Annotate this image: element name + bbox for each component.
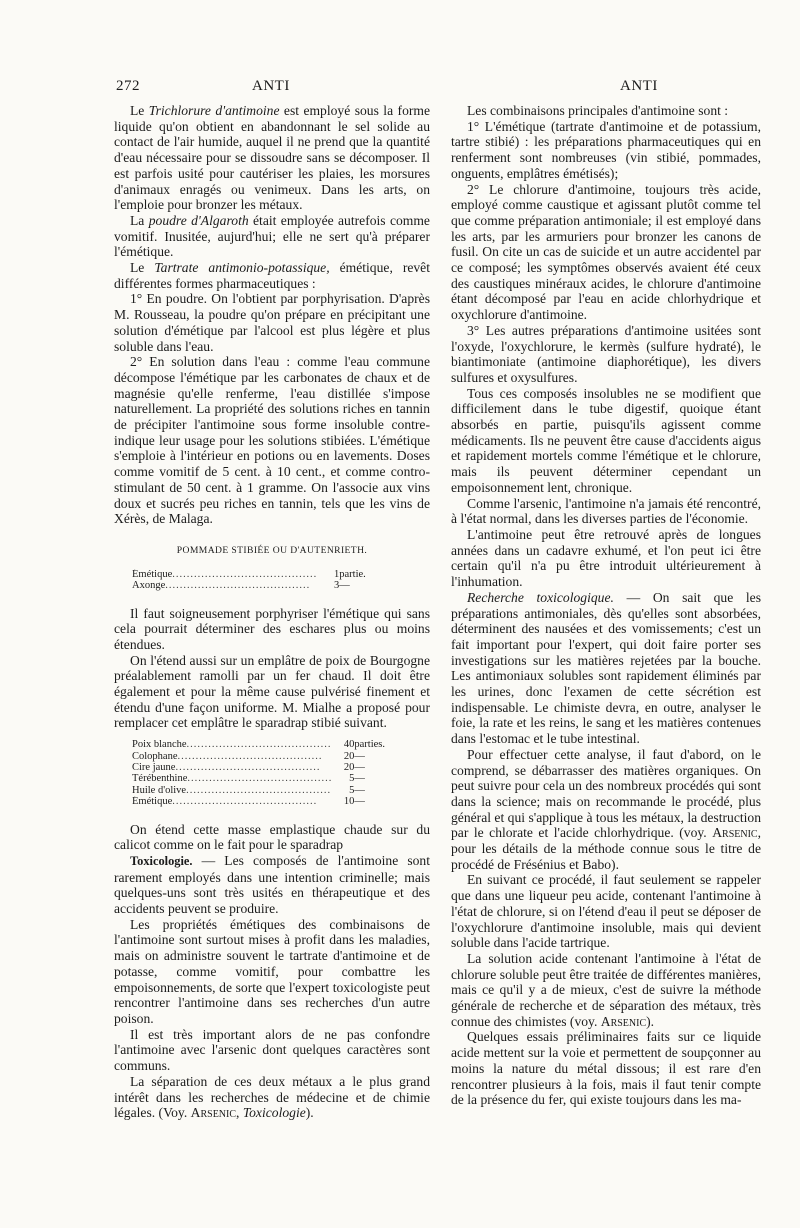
- recipe-row: [132, 773, 385, 784]
- ingredient-cell: [132, 580, 317, 591]
- recipe-table-pommade: [132, 569, 366, 592]
- ingredient-quantity: 5: [349, 773, 355, 785]
- paragraph-masse-emplastique: On étend cette masse emplastique chaude sur du calicot comme on le fait pour le sparadrap: [114, 821, 430, 853]
- ingredient-unit: —: [354, 773, 365, 785]
- ingredient-unit: parties.: [354, 739, 386, 751]
- text: La séparation de ces deux métaux a le plus grand intérêt dans les recherches de médecine et de chimie légales. (Voy.: [114, 1073, 430, 1121]
- paragraph-combinaisons: Les combinaisons principales d'antimoine sont :: [467, 103, 729, 118]
- recipe-row: [132, 751, 385, 762]
- recipe-row: [132, 785, 385, 796]
- ingredient-name: Émétique: [132, 568, 173, 580]
- ingredient-cell: [132, 569, 317, 580]
- ingredient-quantity: 20: [343, 750, 355, 762]
- leader-dots: ........................................: [165, 580, 311, 592]
- ingredient-cell: [132, 762, 332, 773]
- paragraph-trichlorure: [114, 103, 430, 213]
- cross-ref-arsenic: Arsenic: [600, 1013, 647, 1029]
- text: Pour effectuer cette analyse, il faut d'abord, on le comprend, se débarrasser des matières organiques. On peut suivre pour cela un des nombreux procédés qui sont dans la science; mais on recommande le procédé, plus général et qui s'applique à tous les métaux, la destruction par le chlorate et l'acide chlorhydrique. (voy.: [451, 746, 761, 841]
- text: La solution acide contenant l'antimoine à l'état de chlorure soluble peut être traitée de différentes manières, mais ce qu'il y a de mieux, c'est de suivre la méthode générale de recherche et de séparation des métaux, très connue des chimistes (voy.: [451, 950, 761, 1029]
- section-heading-toxicologie: Toxicologie.: [130, 853, 193, 868]
- ingredient-quantity: 1: [334, 568, 340, 580]
- ingredient-name: Colophane: [132, 750, 178, 762]
- page-number: 272: [116, 78, 140, 94]
- leader-dots: ........................................: [175, 761, 321, 773]
- ingredient-unit: —: [354, 796, 365, 808]
- recipe-table-sparadrap: [132, 739, 385, 807]
- cross-ref-toxicologie: Toxicologie: [242, 1105, 306, 1121]
- right-running-head: ANTI: [620, 78, 658, 94]
- ingredient-name: Cire jaune: [132, 761, 176, 773]
- leader-dots: ........................................: [186, 739, 332, 751]
- paragraph-retrouve: L'antimoine peut être retrouvé après de longues années dans un cadavre exhumé, et l'on peut ici être certain qu'il n'a pu être introduit ultérieurement à l'inhumation.: [451, 526, 761, 590]
- recipe-row: [132, 796, 385, 807]
- text: , pour les détails de la méthode connue sous le titre de procédé de Frésénius et Babo).: [451, 825, 761, 872]
- ingredient-cell: [132, 739, 332, 750]
- paragraph-analyse: [451, 747, 761, 873]
- paragraph-chlorure: 2° Le chlorure d'antimoine, toujours très acide, employé comme caustique et agissant plutôt comme tel que comme préparation antimoniale; il est employé dans les arts, par les armuriers pour bronzer les canons de fusil. On cite un cas de suicide et un autre accidentel par ce composé; les symptômes observés avaient été ceux des caustiques minéraux acides, le chlorure d'antimoine étant décomposé par l'eau en acide chlorhydrique et oxychlorure d'antimoine.: [451, 181, 761, 323]
- ingredient-quantity: 5: [349, 784, 355, 796]
- paragraph-procede: En suivant ce procédé, il faut seulement se rappeler que dans une liqueur peu acide, contenant l'antimoine à l'état de chlorure, si on l'étend d'eau il peut se déposer de l'oxychlorure d'antimoine insoluble, mais qui devient soluble dans l'acide tartrique.: [451, 872, 761, 951]
- cross-ref-arsenic: Arsenic: [712, 825, 758, 841]
- right-column: [451, 103, 761, 1108]
- leader-dots: ........................................: [172, 796, 318, 808]
- paragraph-toxicologie: [114, 853, 430, 917]
- paragraph-proprietes: Les propriétés émétiques des combinaisons de l'antimoine sont surtout mises à profit dans les maladies, mais on administre souvent le tartrate d'antimoine et de potasse, comme vomitif, pour combattre les empoisonnements, de sorte que l'expert toxicologiste peut rencontrer l'antimoine dans ses recherches d'un autre poison.: [114, 916, 430, 1026]
- text: était employée autrefois comme vomitif. Inusitée, aujurd'hui; elle ne sert qu'à préparer l'émétique.: [114, 212, 430, 260]
- leader-dots: ........................................: [186, 784, 332, 796]
- term-algaroth: poudre d'Algaroth: [148, 212, 249, 228]
- text: Le: [130, 260, 155, 276]
- paragraph-solution: 2° En solution dans l'eau : comme l'eau commune décompose l'émétique par les carbonates de chaux et de magnésie qu'elle renferme, l'eau distillée s'impose naturellement. La propriété des solutions riches en tannin de précipiter l'antimoine sous forme insoluble contre-indique leur usage pour les solutions stibiées. L'émétique s'emploie à l'intérieur en potions ou en lavements. Doses comme vomitif de 5 cent. à 10 cent., et comme contro-stimulant de 50 cent. à 1 gramme. On l'associe aux vins doux et sucrés peu riches en tannin, tels que les vins de Xérès, de Malaga.: [114, 354, 430, 527]
- leader-dots: ........................................: [187, 773, 333, 785]
- paragraph-tartrate: [114, 260, 430, 291]
- text: est employé sous la forme liquide qu'on obtient en abandonnant le sel solide au contact de l'air humide, auquel il ne prend que la quantité d'eau nécessaire pour se dissoudre sans se décomposer. Il est parfois usité pour cautériser les plaies, les morsures d'animaux enragés ou venimeux. Dans les arts, on l'emploie pour bronzer les métaux.: [114, 103, 430, 213]
- text: — On sait que les préparations antimoniales, dès qu'elles sont absorbées, déterminent des nausées et des vomissements; c'est un fait important pour l'expert, qui doit faire porter ses investigations sur les matières rejetées par la bouche. Les antimoniaux solubles sont rapidement éliminés par les urines, donc l'examen de cette sécrétion est indispensable. Le chimiste devra, en outre, analyser le foie, la rate et les reins, le sang et les matières contenues dans l'estomac et le tube intestinal.: [451, 589, 762, 747]
- left-running-head: ANTI: [252, 78, 290, 94]
- paragraph-algaroth: [114, 213, 430, 260]
- paragraph-poudre: 1° En poudre. On l'obtient par porphyrisation. D'après M. Rousseau, la poudre qu'on prépare en précipitant une solution d'émétique par l'alcool est plus légère et plus soluble dans l'eau.: [114, 291, 430, 354]
- ingredient-quantity: 3: [334, 580, 340, 592]
- text: La: [130, 212, 149, 228]
- section-heading-recherche: Recherche toxicologique.: [467, 589, 614, 605]
- text: ).: [646, 1013, 655, 1029]
- recipe-row: [132, 739, 385, 750]
- paragraph-emplatre: On l'étend aussi sur un emplâtre de poix de Bourgogne préalablement ramolli par un fer chaud. Il doit être également et pour la même cause pulvérisé finement et étendu d'une façon uniforme. M. Mialhe a proposé pour remplacer cet emplâtre le sparadrap stibié suivant.: [114, 652, 430, 731]
- left-column: [114, 103, 430, 1121]
- ingredient-unit: —: [339, 580, 350, 592]
- ingredient-cell: [132, 796, 332, 807]
- ingredient-cell: [132, 785, 332, 796]
- paragraph-essais: Quelques essais préliminaires faits sur ce liquide acide mettent sur la voie et permettent de soupçonner au moins la nature du métal dissous; il est rare d'en rencontrer plusieurs à la fois, mais il faut tenir compte de la présence du fer, qui existe toujours dans les ma-: [451, 1029, 761, 1108]
- ingredient-unit: —: [354, 750, 365, 762]
- ingredient-name: Émétique: [132, 796, 173, 808]
- ingredient-cell: [132, 751, 332, 762]
- ingredient-name: Huile d'olive: [132, 784, 187, 796]
- ingredient-name: Térébenthine: [132, 773, 188, 785]
- ingredient-unit: partie.: [339, 568, 366, 580]
- ingredient-name: Axonge: [132, 580, 166, 592]
- term-tartrate: Tartrate antimonio-potassique,: [154, 260, 330, 276]
- recipe-title-pommade: POMMADE STIBIÉE OU D'AUTENRIETH.: [176, 544, 368, 556]
- recipe-row: [132, 569, 366, 580]
- paragraph-composes-insolubles: Tous ces composés insolubles ne se modifient que difficilement dans le tube digestif, quoique étant absorbés en partie, puisqu'ils agissent comme médicaments. Ils ne peuvent être cause d'accidents aigus et rapidement mortels comme l'émétique et le chlorure, mais ils peuvent déterminer cependant un empoisonnement lent, chronique.: [451, 385, 761, 495]
- paragraph-emetique: 1° L'émétique (tartrate d'antimoine et de potassium, tartre stibié) : les préparations pharmaceutiques qui en renferment sont nombreuses (vin stibié, pommades, onguents, emplâtres émétisés);: [451, 118, 761, 181]
- recipe-row: [132, 580, 366, 591]
- paragraph-solution-acide: [451, 951, 761, 1030]
- paragraph-recherche: [451, 590, 761, 747]
- recipe-row: [132, 762, 385, 773]
- text: Le: [130, 103, 149, 118]
- ingredient-cell: [132, 773, 332, 784]
- paragraph-comme-arsenic: Comme l'arsenic, l'antimoine n'a jamais été rencontré, à l'état normal, dans les diverses parties de l'économie.: [451, 495, 761, 527]
- paragraph-autres-preparations: 3° Les autres préparations d'antimoine usitées sont l'oxyde, l'oxychlorure, le kermès (sulfure hydraté), le biantimoniate (antimoine diaphorétique), les divers sulfures et oxysulfures.: [451, 322, 761, 385]
- ingredient-unit: —: [354, 761, 365, 773]
- ingredient-quantity: 10: [343, 796, 355, 808]
- text: émétique, revêt différentes formes pharmaceutiques :: [114, 260, 430, 291]
- paragraph-confondre: Il est très important alors de ne pas confondre l'antimoine avec l'arsenic dont quelques caractères sont communs.: [114, 1026, 430, 1074]
- ingredient-unit: —: [354, 784, 365, 796]
- ingredient-name: Poix blanche: [132, 739, 187, 751]
- paragraph-separation: [114, 1074, 430, 1121]
- running-header: [0, 78, 800, 102]
- leader-dots: ........................................: [172, 568, 318, 580]
- leader-dots: ........................................: [177, 750, 323, 762]
- ingredient-quantity: 40: [343, 739, 355, 751]
- text: ,: [236, 1105, 243, 1121]
- text: — Les composés de l'antimoine sont rarement employés dans une intention criminelle; mais quelques-uns sont très usités en thérapeutique et des accidents peuvent se produire.: [114, 852, 430, 917]
- term-trichlorure: Trichlorure d'antimoine: [148, 103, 280, 118]
- cross-ref-arsenic: Arsenic: [190, 1105, 237, 1121]
- ingredient-quantity: 20: [343, 761, 355, 773]
- text: ).: [305, 1105, 314, 1121]
- paragraph-porphyriser: Il faut soigneusement porphyriser l'émétique qui sans cela pourrait déterminer des eschares plus ou moins étendues.: [114, 605, 430, 652]
